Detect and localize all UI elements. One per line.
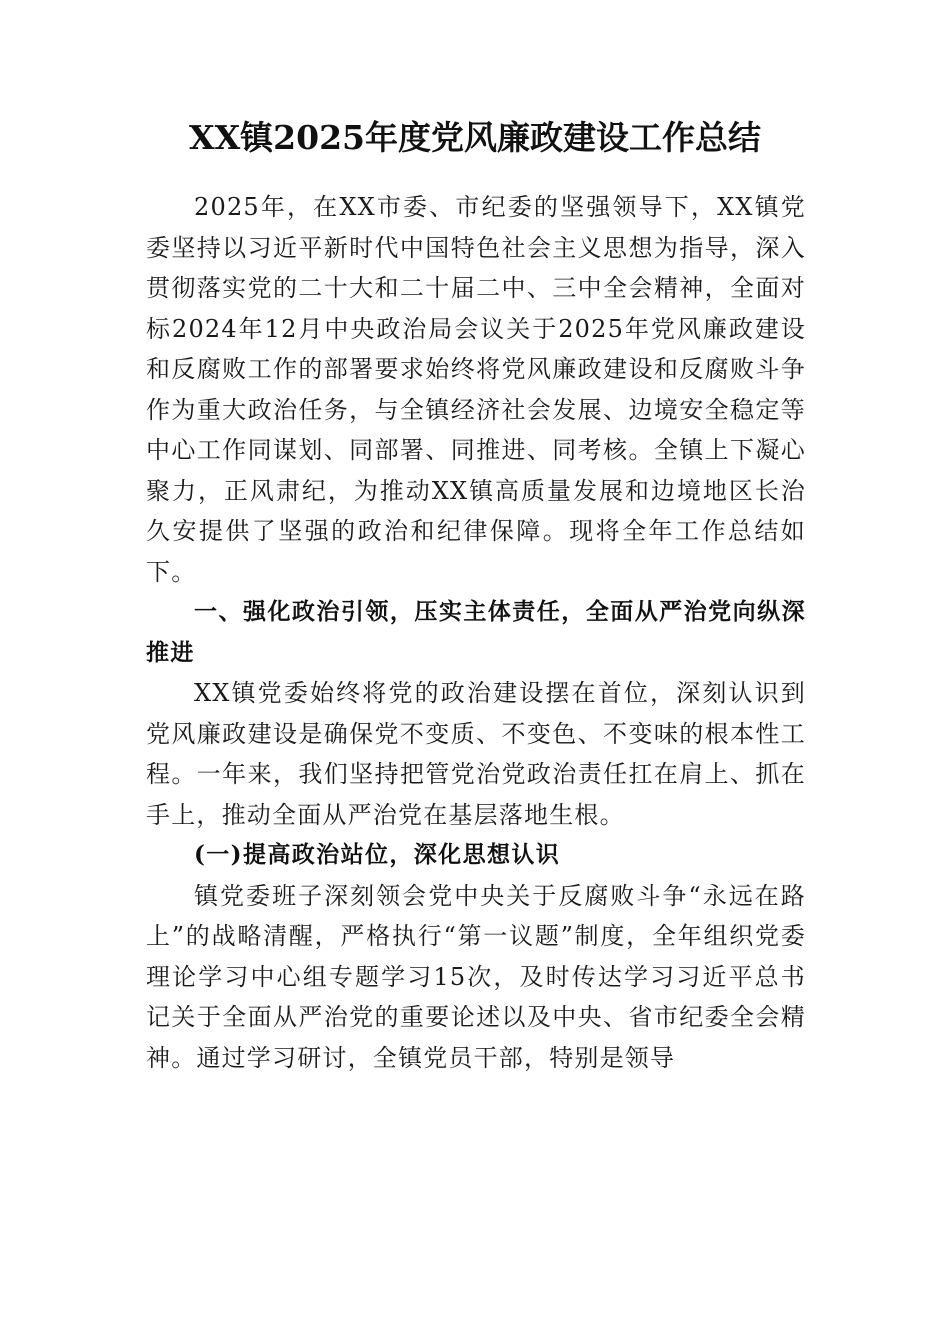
intro-paragraph: 2025年，在XX市委、市纪委的坚强领导下，XX镇党委坚持以习近平新时代中国特色社会主义思想为指导，深入贯彻落实党的二十大和二十届二中、三中全会精神，全面对标2024年12月中央政治局会议关于2025年党风廉政建设和反腐败工作的部署要求始终将党风廉政建设和反腐败斗争作为重大政治任务，与全镇经济社会发展、边境安全稳定等中心工作同谋划、同部署、同推进、同考核。全镇上下凝心聚力，正风肃纪，为推动XX镇高质量发展和边境地区长治久安提供了坚强的政治和纪律保障。现将全年工作总结如下。 — [146, 193, 806, 586]
subsection-1-heading: (一)提高政治站位，深化思想认识 — [194, 841, 561, 868]
document-title: XX镇2025年度党风廉政建设工作总结 — [188, 118, 762, 157]
subsection-1-paragraph: 镇党委班子深刻领会党中央关于反腐败斗争“永远在路上”的战略清醒，严格执行“第一议题”制度，全年组织党委理论学习中心组专题学习15次，及时传达学习习近平总书记关于全面从严治党的重要论述以及中央、省市纪委全会精神。通过学习研讨，全镇党员干部，特别是领导 — [146, 881, 806, 1072]
section-1-heading: 一、强化政治引领，压实主体责任，全面从严治党向纵深推进 — [146, 599, 806, 666]
document-body — [146, 187, 806, 1078]
section-1-paragraph: XX镇党委始终将党的政治建设摆在首位，深刻认识到党风廉政建设是确保党不变质、不变色、不变味的根本性工程。一年来，我们坚持把管党治党政治责任扛在肩上、抓在手上，推动全面从严治党在基层落地生根。 — [146, 679, 806, 829]
